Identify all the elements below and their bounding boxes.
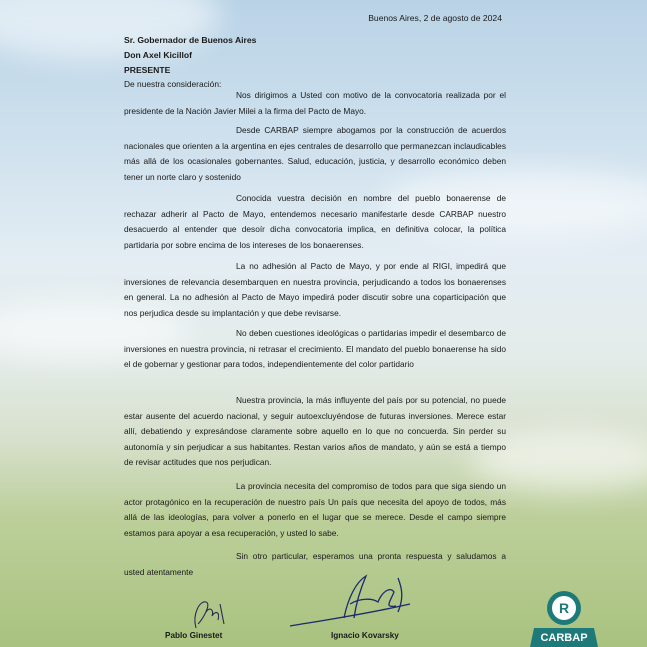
date-line: Buenos Aires, 2 de agosto de 2024 bbox=[368, 13, 502, 23]
logo-emblem-letter: R bbox=[558, 600, 570, 616]
signature-name: Ignacio Kovarsky bbox=[331, 631, 399, 640]
paragraph: Desde CARBAP siempre abogamos por la construcción de acuerdos nacionales que orienten a la argentina en ejes centrales de desarrollo que permanezcan inclaudicables más allá de los ocasionales gobernantes. Salud, educación, justicia, y desarrollo económico deben tener un norte claro y sostenido bbox=[124, 125, 506, 182]
recipient-line: Sr. Gobernador de Buenos Aires bbox=[124, 35, 257, 45]
greeting: De nuestra consideración: bbox=[124, 79, 222, 89]
signature-kovarsky-image bbox=[286, 568, 416, 636]
signature-ginestet-image bbox=[186, 594, 234, 634]
paragraph: La provincia necesita del compromiso de todos para que siga siendo un actor protagónico en la recuperación de nuestro país Un país que necesita del apoyo de todos, más allá de las ideologías, para volver a ponerlo en el lugar que se merece. Desde el campo siempre estamos para apoyar a esa recuperación, y usted lo sabe. bbox=[124, 481, 506, 538]
paragraph: No deben cuestiones ideológicas o partidarias impedir el desembarco de inversiones en nuestra provincia, ni retrasar el crecimiento. El mandato del pueblo bonaerense ha sido el de gobernar y gestionar para todos, independientemente del color partidario bbox=[124, 328, 506, 370]
paragraph: Nuestra provincia, la más influyente del país por su potencial, no puede estar ausente del acuerdo nacional, y seguir autoexcluyéndose de futuras inversiones. Merece estar allí, debatiendo y expresándose claramente sobre aquello en lo que no concuerda. Sin perder su autonomía y sin perjudicar a sus habitantes. Restan varios años de mandato, y aún se está a tiempo de revisar actitudes que nos perjudican. bbox=[124, 395, 506, 468]
paragraph: Nos dirigimos a Usted con motivo de la convocatoria realizada por el presidente de la Nación Javier Milei a la firma del Pacto de Mayo. bbox=[124, 90, 506, 116]
paragraph: Sin otro particular, esperamos una pronta respuesta y saludamos a usted atentamente bbox=[124, 551, 506, 577]
signature-name: Pablo Ginestet bbox=[165, 631, 223, 640]
recipient-line: Don Axel Kicillof bbox=[124, 50, 192, 60]
logo-text: CARBAP bbox=[540, 632, 588, 644]
carbap-logo bbox=[528, 588, 600, 647]
paragraph: Conocida vuestra decisión en nombre del pueblo bonaerense de rechazar adherir al Pacto de Mayo, entendemos necesario manifestarle desde CARBAP nuestro desacuerdo al entender que desoír dicha convocatoria implica, en definitiva colocar, la política partidaria por sobre encima de los intereses de los bonaerenses. bbox=[124, 193, 506, 250]
recipient-block bbox=[124, 33, 256, 78]
paragraph: La no adhesión al Pacto de Mayo, y por ende al RIGI, impedirá que inversiones de relevancia desembarquen en nuestra provincia, perjudicando a todos los bonaerenses en general. La no adhesión al Pacto de Mayo impedirá poder discutir sobre una coparticipación que nos perjudica desde su implantación y que debe revisarse. bbox=[124, 261, 506, 318]
recipient-line: PRESENTE bbox=[124, 65, 171, 75]
